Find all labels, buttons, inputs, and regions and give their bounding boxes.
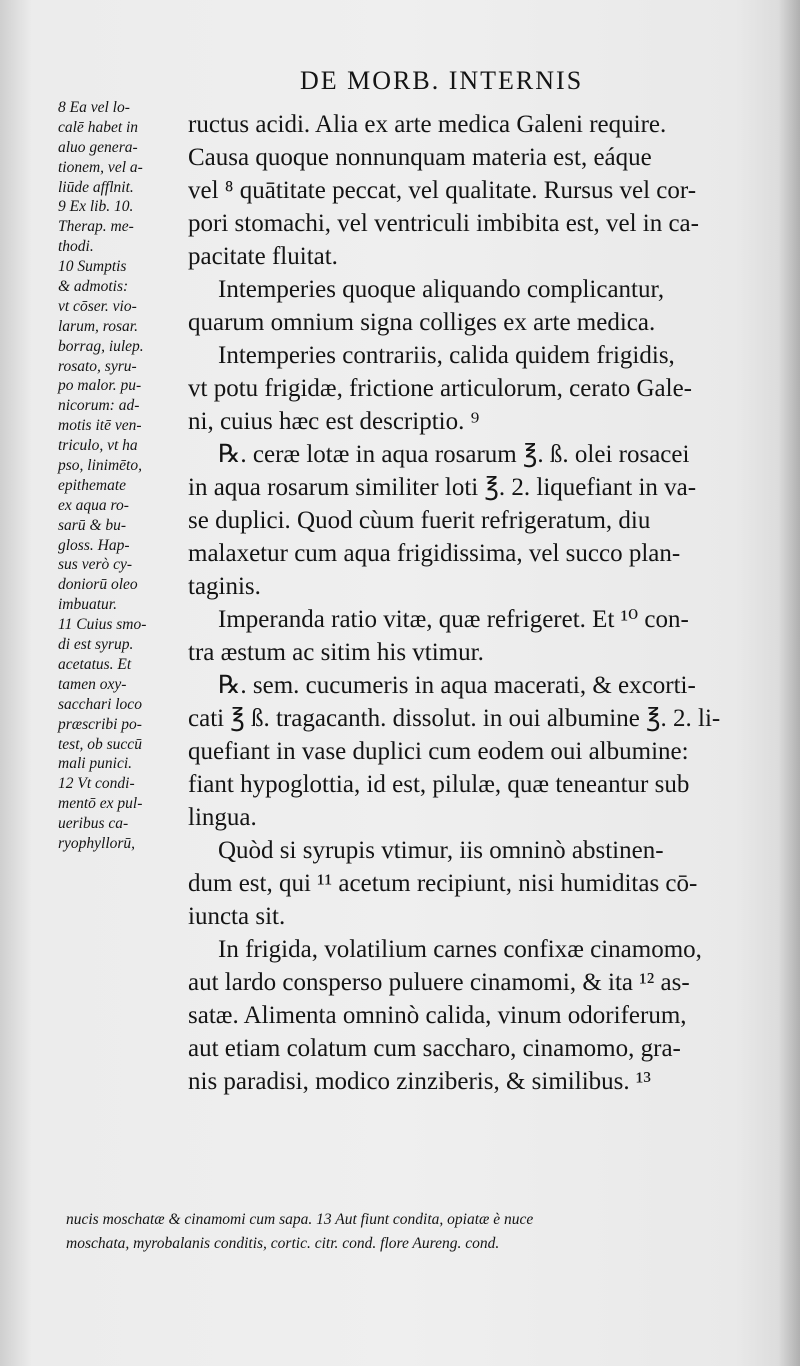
text-line: nis paradisi, modico zinziberis, & similibus. ¹³ <box>188 1068 651 1095</box>
margin-note-line: mali punici. <box>58 755 133 773</box>
text-line: aut lardo consperso puluere cinamomi, & ita ¹² as- <box>188 969 690 996</box>
text-line: iuncta sit. <box>188 903 286 930</box>
margin-note-line: test, ob succū <box>58 735 142 753</box>
margin-note-line: sus verò cy- <box>58 556 133 574</box>
text-line: lingua. <box>188 804 257 831</box>
text-line: malaxetur cum aqua frigidissima, vel succo plan- <box>188 540 681 567</box>
text-line: vel ⁸ quātitate peccat, vel qualitate. Rursus vel cor- <box>188 177 697 204</box>
margin-note-line: di est syrup. <box>58 636 134 654</box>
text-line: Intemperies contrariis, calida quidem frigidis, <box>218 342 675 369</box>
text-line: In frigida, volatilium carnes confixæ cinamomo, <box>218 936 702 963</box>
footnote-line: moschata, myrobalanis conditis, cortic. citr. cond. flore Aureng. cond. <box>66 1235 500 1252</box>
text-line: Imperanda ratio vitæ, quæ refrigeret. Et ¹⁰ con- <box>218 606 689 633</box>
page-shadow-edge <box>778 0 800 1366</box>
text-line: vt potu frigidæ, frictione articulorum, cerato Gale- <box>188 375 692 402</box>
margin-note-line: acetatus. Et <box>58 655 132 673</box>
text-line: ructus acidi. Alia ex arte medica Galeni require. <box>188 111 667 138</box>
margin-note-line: vt cōser. vio- <box>58 297 137 315</box>
margin-note-line: epithemate <box>58 476 127 494</box>
text-line: tra æstum ac sitim his vtimur. <box>188 639 484 666</box>
margin-note-line: thodi. <box>58 238 94 256</box>
text-line: Quòd si syrupis vtimur, iis omninò abstinen- <box>218 837 664 864</box>
margin-note-line: 10 Sumptis <box>58 258 127 276</box>
text-line: se duplici. Quod cùum fuerit refrigeratum, diu <box>188 507 651 534</box>
margin-notes <box>58 98 190 854</box>
margin-note-line: tionem, vel a- <box>58 158 143 176</box>
text-line: Causa quoque nonnunquam materia est, eáque <box>188 144 652 171</box>
margin-note-line: 12 Vt condi- <box>58 775 135 793</box>
margin-note-line: liūde afflnit. <box>58 178 134 196</box>
text-line: Intemperies quoque aliquando complicantur, <box>218 276 665 303</box>
margin-note-line: ex aqua ro- <box>58 496 129 514</box>
margin-note-line: 8 Ea vel lo- <box>58 99 130 116</box>
margin-note-line: ueribus ca- <box>58 815 129 833</box>
margin-note-line: 9 Ex lib. 10. <box>58 198 134 216</box>
text-line: ℞. sem. cucumeris in aqua macerati, & excorti- <box>218 672 696 699</box>
margin-note-line: & admotis: <box>58 278 129 296</box>
margin-note-line: calē habet in <box>58 118 139 136</box>
margin-note-line: nicorum: ad- <box>58 397 140 415</box>
margin-note-line: sacchari loco <box>58 695 142 713</box>
margin-note-line: motis itē ven- <box>58 417 142 435</box>
text-line: in aqua rosarum similiter loti ℥. 2. liquefiant in va- <box>188 474 697 501</box>
footnote-line: nucis moschatæ & cinamomi cum sapa. 13 Aut fiunt condita, opiatæ è nuce <box>66 1211 534 1228</box>
margin-note-line: larum, rosar. <box>58 317 138 335</box>
text-line: pacitate fluitat. <box>188 243 338 270</box>
margin-note-line: po malor. pu- <box>58 377 142 395</box>
running-head: DE MORB. INTERNIS <box>300 66 584 95</box>
margin-note-line: imbuatur. <box>58 596 117 614</box>
margin-note-line: Therap. me- <box>58 218 134 236</box>
text-line: dum est, qui ¹¹ acetum recipiunt, nisi humiditas cō- <box>188 870 698 897</box>
margin-note-line: sarū & bu- <box>58 516 127 534</box>
text-line: aut etiam colatum cum saccharo, cinamomo, gra- <box>188 1035 681 1062</box>
text-line: quefiant in vase duplici cum eodem oui albumine: <box>188 738 689 765</box>
text-line: fiant hypoglottia, id est, pilulæ, quæ teneantur sub <box>188 771 690 798</box>
margin-note-line: ryophyllorū, <box>58 834 136 852</box>
text-line: satæ. Alimenta omninò calida, vinum odoriferum, <box>188 1002 687 1029</box>
text-line: pori stomachi, vel ventriculi imbibita est, vel in ca- <box>188 210 699 237</box>
text-line: ℞. ceræ lotæ in aqua rosarum ℥. ß. olei rosacei <box>218 441 690 468</box>
margin-note-line: doniorū oleo <box>58 576 138 594</box>
margin-note-line: tamen oxy- <box>58 675 127 693</box>
text-line: cati ℥ ß. tragacanth. dissolut. in oui albumine ℥. 2. li- <box>188 705 721 732</box>
margin-note-line: rosato, syru- <box>58 357 137 375</box>
main-text <box>188 108 768 1098</box>
margin-note-line: borrag, iulep. <box>58 337 144 355</box>
footnote <box>66 1208 776 1256</box>
text-line: ni, cuius hæc est descriptio. ⁹ <box>188 408 480 435</box>
margin-note-line: mentō ex pul- <box>58 795 143 813</box>
margin-note-line: gloss. Hap- <box>58 536 130 554</box>
text-line: taginis. <box>188 573 261 600</box>
margin-note-line: triculo, vt ha <box>58 437 138 455</box>
margin-note-line: aluo genera- <box>58 138 138 156</box>
margin-note-line: pso, linimēto, <box>58 457 142 475</box>
text-line: quarum omnium signa colliges ex arte medica. <box>188 309 656 336</box>
margin-note-line: 11 Cuius smo- <box>58 616 147 634</box>
margin-note-line: præscribi po- <box>58 715 142 733</box>
